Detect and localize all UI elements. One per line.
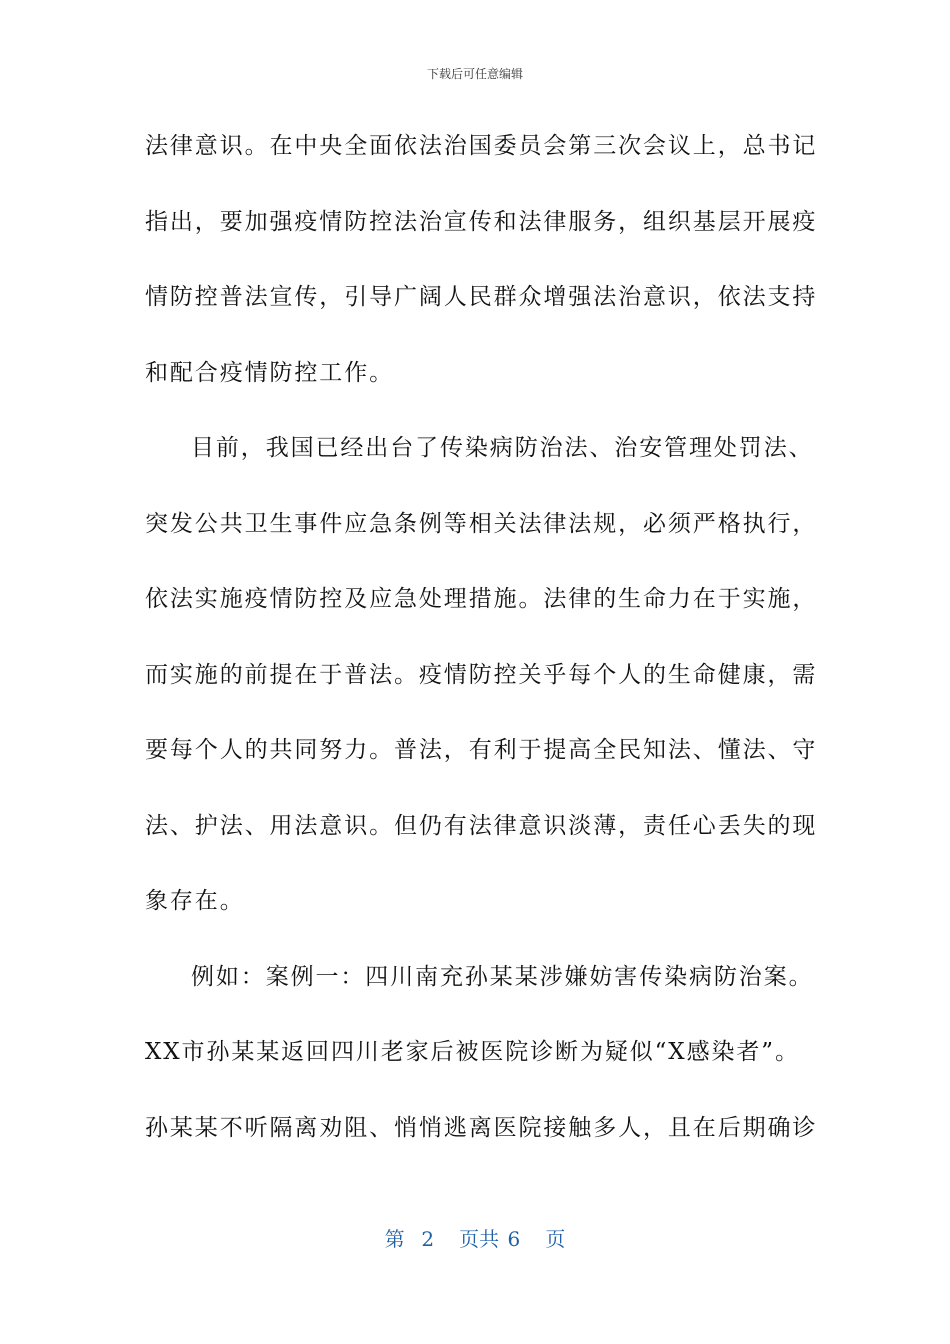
document-body (145, 126, 818, 1183)
text-line: XX市孙某某返回四川老家后被医院诊断为疑似“X感染者”。 (145, 1039, 800, 1065)
text-line: 要每个人的共同努力。普法，有利于提高全民知法、懂法、守 (145, 737, 818, 763)
text-line-paragraph-start: 目前，我国已经出台了传染病防治法、治安管理处罚法、 (191, 435, 814, 461)
page-number-footer: 第 2 页共 6 页 (384, 1227, 566, 1251)
text-line: 象存在。 (145, 888, 245, 914)
text-line: 而实施的前提在于普法。疫情防控关乎每个人的生命健康，需 (145, 661, 818, 688)
text-line: 依法实施疫情防控及应急处理措施。法律的生命力在于实施， (145, 586, 818, 612)
text-line: 情防控普法宣传，引导广阔人民群众增强法治意识，依法支持 (145, 284, 818, 310)
text-line: 指出，要加强疫情防控法治宣传和法律服务，组织基层开展疫 (145, 208, 818, 235)
page-header: 下载后可任意编辑 (426, 67, 523, 81)
text-line: 法、护法、用法意识。但仍有法律意识淡薄，责任心丢失的现 (145, 812, 818, 839)
text-line: 法律意识。在中央全面依法治国委员会第三次会议上，总书记 (145, 133, 818, 159)
text-line: 突发公共卫生事件应急条例等相关法律法规，必须严格执行， (145, 510, 818, 537)
text-line: 孙某某不听隔离劝阻、悄悄逃离医院接触多人，且在后期确诊 (145, 1114, 818, 1141)
text-line-paragraph-start: 例如：案例一：四川南充孙某某涉嫌妨害传染病防治案。 (191, 963, 814, 990)
text-line: 和配合疫情防控工作。 (145, 359, 394, 386)
